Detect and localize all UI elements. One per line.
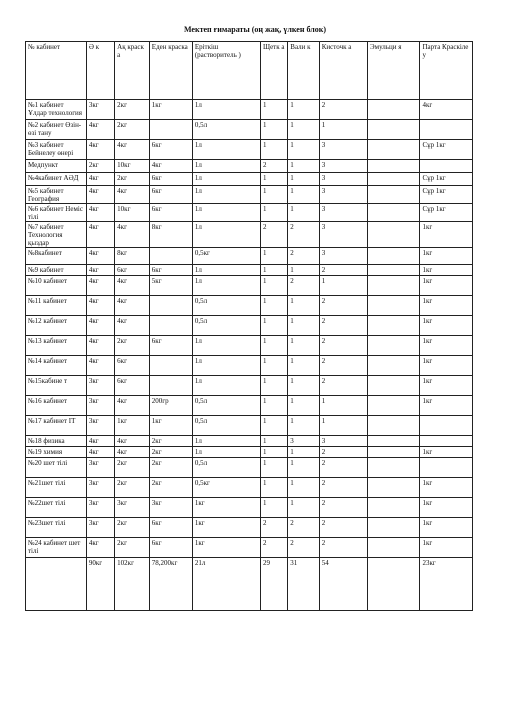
value-cell: 6кг [149,265,192,276]
value-cell: 1 [261,316,288,336]
room-cell: №23шет тілі [26,518,87,538]
value-cell: 102кг [115,558,150,611]
value-cell: 3кг [86,458,114,478]
value-cell: 2 [319,336,367,356]
value-cell [368,518,420,538]
value-cell: 6кг [149,140,192,160]
value-cell: 1 [261,458,288,478]
value-cell: 1кг [192,498,260,518]
value-cell: 1 [261,376,288,396]
value-cell [368,396,420,416]
value-cell: 6кг [115,356,150,376]
value-cell: 2 [319,498,367,518]
value-cell: 2 [261,160,288,173]
value-cell: 2 [288,518,319,538]
value-cell: 1л [192,222,260,248]
value-cell: 4кг [86,276,114,296]
value-cell: 1л [192,376,260,396]
value-cell: 1 [261,478,288,498]
value-cell: 4кг [115,140,150,160]
table-row [26,436,473,447]
room-cell: №4кабинет АӘД [26,173,87,186]
value-cell: 1 [288,316,319,336]
room-cell: №2 кабинет Өзін-өзі тану [26,120,87,140]
table-row [26,204,473,222]
value-cell: 8кг [149,222,192,248]
value-cell: 31 [288,558,319,611]
value-cell: 2 [319,447,367,458]
table-row [26,478,473,498]
value-cell: 1кг [192,518,260,538]
table-row [26,498,473,518]
value-cell: 78,200кг [149,558,192,611]
value-cell: 1 [319,276,367,296]
value-cell [368,173,420,186]
value-cell [368,186,420,204]
column-header: Парта Краскіле у [420,42,473,100]
value-cell: 1кг [420,518,473,538]
room-cell: №22шет тілі [26,498,87,518]
value-cell: 2кг [149,458,192,478]
value-cell: 1кг [420,276,473,296]
value-cell: 3 [319,222,367,248]
value-cell: 2кг [149,478,192,498]
value-cell: 4кг [86,222,114,248]
value-cell: 0,5л [192,316,260,336]
value-cell: Сұр 1кг [420,204,473,222]
value-cell: 200гр [149,396,192,416]
value-cell: 1 [288,396,319,416]
value-cell: 0,5л [192,458,260,478]
column-header: Щетк а [261,42,288,100]
value-cell: 4кг [115,222,150,248]
value-cell: 1 [288,160,319,173]
value-cell: 4кг [86,538,114,558]
value-cell: 3кг [86,498,114,518]
table-row [26,376,473,396]
value-cell [368,100,420,120]
value-cell: 4кг [86,296,114,316]
column-header: Вали к [288,42,319,100]
value-cell: 1 [319,416,367,436]
value-cell: 1 [288,204,319,222]
value-cell: 2 [288,538,319,558]
room-cell: №7 кабинет Технология қыздар [26,222,87,248]
value-cell [420,416,473,436]
value-cell: 1л [192,336,260,356]
value-cell: 2кг [86,160,114,173]
value-cell: 1кг [420,265,473,276]
value-cell: 6кг [149,173,192,186]
value-cell: 1 [319,396,367,416]
value-cell [368,120,420,140]
value-cell: 3 [319,173,367,186]
table-row [26,336,473,356]
value-cell: 2 [288,222,319,248]
value-cell: 1л [192,160,260,173]
value-cell: 4кг [149,160,192,173]
value-cell: 3кг [86,376,114,396]
value-cell: 3 [319,204,367,222]
table-row [26,248,473,265]
column-header: Ә к [86,42,114,100]
value-cell: 1 [261,100,288,120]
value-cell: 10кг [115,204,150,222]
value-cell [368,222,420,248]
value-cell: 1 [261,396,288,416]
room-cell: №10 кабинет [26,276,87,296]
value-cell: 1кг [192,538,260,558]
value-cell: 2 [319,458,367,478]
value-cell: 1 [288,120,319,140]
table-row [26,276,473,296]
value-cell [149,248,192,265]
value-cell: 2 [261,538,288,558]
value-cell [368,248,420,265]
value-cell: 6кг [149,518,192,538]
value-cell: 3 [288,436,319,447]
room-cell [26,558,87,611]
value-cell [149,356,192,376]
value-cell: 6кг [149,204,192,222]
value-cell: 1 [288,173,319,186]
table-row [26,458,473,478]
value-cell: 4кг [86,336,114,356]
value-cell: 1кг [420,248,473,265]
value-cell: 1кг [420,396,473,416]
value-cell: 2кг [149,447,192,458]
value-cell: 2 [261,222,288,248]
value-cell: 1 [261,120,288,140]
value-cell: 4кг [86,447,114,458]
value-cell: 2кг [115,120,150,140]
value-cell: 6кг [115,376,150,396]
value-cell: 4кг [86,436,114,447]
value-cell: 2 [261,518,288,538]
value-cell: 4кг [86,140,114,160]
room-cell: №9 кабинет [26,265,87,276]
value-cell: 1 [288,458,319,478]
value-cell [368,436,420,447]
value-cell: 1кг [115,416,150,436]
room-cell: №18 физика [26,436,87,447]
value-cell: 0,5кг [192,248,260,265]
room-cell: №20 шет тілі [26,458,87,478]
value-cell: 2кг [115,336,150,356]
value-cell: 2 [319,265,367,276]
value-cell: 3 [319,436,367,447]
value-cell: 1л [192,140,260,160]
document-title: Мектеп ғимараты (оң жақ, үлкен блок) [183,25,327,34]
value-cell: Сұр 1кг [420,140,473,160]
value-cell: 1 [261,173,288,186]
value-cell [420,458,473,478]
table-row [26,296,473,316]
value-cell: 2кг [115,538,150,558]
room-cell: №13 кабинет [26,336,87,356]
value-cell [368,478,420,498]
value-cell: Сұр 1кг [420,173,473,186]
value-cell: 2 [319,376,367,396]
value-cell [149,376,192,396]
value-cell: 1л [192,265,260,276]
value-cell [368,296,420,316]
value-cell [368,498,420,518]
value-cell: 1 [288,356,319,376]
room-cell: №3 кабинет Бейнелеу өнері [26,140,87,160]
table-row [26,447,473,458]
value-cell: 1 [288,265,319,276]
value-cell: 1кг [420,478,473,498]
room-cell: №24 кабинет шет тілі [26,538,87,558]
column-header: Ақ краск а [115,42,150,100]
value-cell: 1кг [420,296,473,316]
value-cell: 1 [319,120,367,140]
value-cell: 0,5кг [192,478,260,498]
value-cell: 4кг [115,436,150,447]
room-cell: №16 кабинет [26,396,87,416]
value-cell: 4кг [115,316,150,336]
value-cell: 2 [319,316,367,336]
value-cell: 4кг [86,265,114,276]
value-cell: 4кг [115,396,150,416]
value-cell: 1 [261,356,288,376]
materials-table [25,41,473,611]
value-cell: 2 [319,518,367,538]
column-header: Кисточк а [319,42,367,100]
value-cell: 2кг [115,100,150,120]
table-row [26,120,473,140]
value-cell: 0,5л [192,416,260,436]
value-cell: 6кг [149,538,192,558]
value-cell: 4кг [86,173,114,186]
totals-row [26,558,473,611]
value-cell [368,140,420,160]
value-cell [368,356,420,376]
value-cell: 2кг [115,173,150,186]
value-cell [149,316,192,336]
value-cell: 1 [288,336,319,356]
value-cell: 1 [288,186,319,204]
value-cell: 3кг [149,498,192,518]
value-cell: 23кг [420,558,473,611]
value-cell: 4кг [86,248,114,265]
table-row [26,316,473,336]
value-cell: 1 [261,416,288,436]
value-cell: 1 [288,100,319,120]
table-row [26,173,473,186]
value-cell: 3кг [86,518,114,538]
value-cell [368,458,420,478]
value-cell: 1кг [420,356,473,376]
column-header: Еріткіш (растворитель ) [192,42,260,100]
value-cell: 1л [192,356,260,376]
value-cell: 0,5л [192,296,260,316]
room-cell: Медпункт [26,160,87,173]
table-row [26,518,473,538]
value-cell: Сұр 1кг [420,186,473,204]
value-cell: 3кг [115,498,150,518]
value-cell: 4кг [86,316,114,336]
value-cell: 8кг [115,248,150,265]
value-cell: 3кг [86,396,114,416]
value-cell: 1 [288,447,319,458]
value-cell: 1л [192,100,260,120]
value-cell: 2 [319,100,367,120]
value-cell: 2 [288,248,319,265]
value-cell: 2 [319,538,367,558]
value-cell: 21л [192,558,260,611]
value-cell: 1 [261,498,288,518]
room-cell: №8кабинет [26,248,87,265]
value-cell: 1л [192,276,260,296]
value-cell: 1 [288,296,319,316]
value-cell: 90кг [86,558,114,611]
value-cell [420,160,473,173]
room-cell: №6 кабинет Неміс тілі [26,204,87,222]
value-cell: 0,5л [192,120,260,140]
value-cell: 1кг [149,416,192,436]
value-cell: 3 [319,248,367,265]
value-cell [368,376,420,396]
room-cell: №14 кабинет [26,356,87,376]
value-cell: 1 [288,416,319,436]
value-cell [368,204,420,222]
value-cell: 5кг [149,276,192,296]
value-cell: 1кг [420,376,473,396]
value-cell [420,120,473,140]
value-cell: 6кг [115,265,150,276]
column-header: Эмульци я [368,42,420,100]
value-cell: 2кг [115,518,150,538]
value-cell: 2 [319,478,367,498]
value-cell [368,276,420,296]
room-cell: №15кабине т [26,376,87,396]
table-row [26,396,473,416]
room-cell: №1 кабинет Ұлдар технология [26,100,87,120]
value-cell: 4кг [86,120,114,140]
value-cell [368,336,420,356]
value-cell: 3кг [86,100,114,120]
value-cell: 2 [288,276,319,296]
value-cell: 1 [261,447,288,458]
value-cell: 1 [288,478,319,498]
table-row [26,356,473,376]
value-cell: 1 [261,140,288,160]
value-cell: 4кг [86,186,114,204]
room-cell: №12 кабинет [26,316,87,336]
value-cell: 1 [261,186,288,204]
value-cell: 4кг [86,356,114,376]
value-cell: 1кг [420,538,473,558]
value-cell [368,160,420,173]
room-cell: №21шет тілі [26,478,87,498]
value-cell: 2кг [115,458,150,478]
value-cell: 1 [261,336,288,356]
header-row [26,42,473,100]
value-cell: 1 [261,436,288,447]
value-cell: 2кг [149,436,192,447]
value-cell: 4кг [86,204,114,222]
value-cell: 1кг [149,100,192,120]
table-row [26,186,473,204]
value-cell: 54 [319,558,367,611]
value-cell: 1 [261,276,288,296]
value-cell: 1кг [420,222,473,248]
value-cell: 4кг [115,186,150,204]
value-cell: 4кг [115,276,150,296]
value-cell: 3кг [86,416,114,436]
value-cell [368,558,420,611]
value-cell: 6кг [149,186,192,204]
value-cell: 4кг [420,100,473,120]
column-header: Еден краска [149,42,192,100]
value-cell [368,538,420,558]
value-cell: 1 [288,376,319,396]
value-cell: 1 [261,204,288,222]
table-row [26,538,473,558]
table-row [26,222,473,248]
value-cell: 1 [261,265,288,276]
room-cell: №19 химия [26,447,87,458]
value-cell: 2 [319,356,367,376]
value-cell: 1л [192,447,260,458]
value-cell [368,265,420,276]
column-header: № кабинет [26,42,87,100]
value-cell: 1л [192,204,260,222]
value-cell: 1кг [420,447,473,458]
table-row [26,140,473,160]
value-cell: 3 [319,140,367,160]
value-cell: 4кг [115,447,150,458]
value-cell: 3 [319,186,367,204]
table-row [26,100,473,120]
value-cell: 1 [288,498,319,518]
value-cell: 2 [319,296,367,316]
value-cell: 1кг [420,336,473,356]
value-cell: 29 [261,558,288,611]
table-row [26,160,473,173]
room-cell: №5 кабинет География [26,186,87,204]
value-cell [149,120,192,140]
value-cell: 1л [192,186,260,204]
value-cell [368,416,420,436]
value-cell [368,447,420,458]
value-cell: 1кг [420,498,473,518]
room-cell: №11 кабинет [26,296,87,316]
value-cell: 1л [192,173,260,186]
table-row [26,265,473,276]
value-cell [420,436,473,447]
value-cell: 1 [261,248,288,265]
room-cell: №17 кабинет IT [26,416,87,436]
value-cell [368,316,420,336]
value-cell: 0,5л [192,396,260,416]
value-cell: 1 [288,140,319,160]
value-cell: 1 [261,296,288,316]
value-cell: 10кг [115,160,150,173]
value-cell [149,296,192,316]
table-row [26,416,473,436]
value-cell: 3кг [86,478,114,498]
value-cell: 1л [192,436,260,447]
value-cell: 4кг [115,296,150,316]
value-cell: 2кг [115,478,150,498]
value-cell: 6кг [149,336,192,356]
value-cell: 3 [319,160,367,173]
value-cell: 1кг [420,316,473,336]
